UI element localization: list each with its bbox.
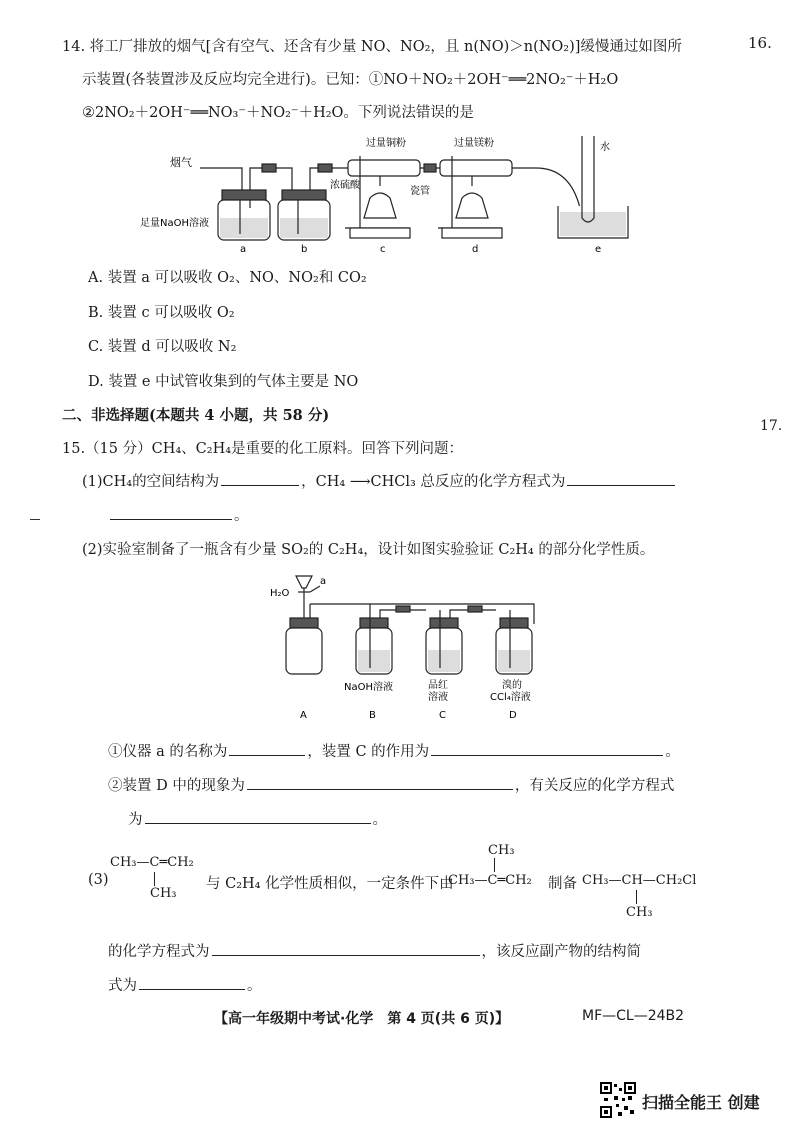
label-c: c	[380, 244, 386, 255]
q15-sub1	[108, 740, 680, 761]
margin-mark-17: 17.	[760, 418, 783, 434]
scanner-watermark: 扫描全能王 创建	[642, 1093, 760, 1112]
qr-code-icon	[600, 1082, 636, 1118]
q15-apparatus-diagram	[262, 566, 552, 726]
answer-blank-6[interactable]	[247, 775, 513, 790]
h2o-label: H₂O	[270, 588, 290, 599]
label-e: e	[595, 244, 602, 255]
exam-code: MF—CL—24B2	[582, 1008, 685, 1024]
q15-p3-text1: 与 C₂H₄ 化学性质相似，一定条件下由	[206, 876, 454, 892]
mol2-top: CH₃	[488, 843, 515, 858]
funnel-a-label: a	[320, 576, 327, 587]
page-footer: 【高一年级期中考试·化学 第 4 页(共 6 页)】	[214, 1011, 510, 1027]
q15-part3-line2	[108, 940, 641, 961]
margin-dash	[30, 519, 40, 520]
label-b: b	[301, 244, 308, 255]
mol1-branch: CH₃	[150, 886, 177, 901]
mol2-main: CH₃—C═CH₂	[448, 873, 532, 888]
porcelain-tube-label: 瓷管	[410, 186, 430, 197]
q15-p3b-text: 的化学方程式为	[108, 944, 210, 960]
q15-s1-text-a: ①仪器 a 的名称为	[108, 744, 228, 760]
q15-p3-text2: 制备	[548, 876, 577, 892]
q15-p3-num: (3)	[88, 872, 109, 888]
q15-part2: (2)实验室制备了一瓶含有少量 SO₂的 C₂H₄，设计如图实验验证 C₂H₄ 的部分化学性质。	[82, 542, 655, 558]
q15-part3-line3	[108, 974, 262, 995]
answer-blank-7[interactable]	[145, 809, 371, 824]
q15-s2-text-a: ②装置 D 中的现象为	[108, 778, 245, 794]
q14-option-c: C. 装置 d 可以吸收 N₂	[88, 339, 237, 355]
q15-p1-text-c: 。	[234, 508, 249, 524]
label-B: B	[369, 710, 376, 721]
answer-blank-9[interactable]	[139, 975, 245, 990]
q15-p1-text-b: ，CH₄ ⟶CHCl₃ 总反应的化学方程式为	[301, 474, 566, 490]
label-A: A	[300, 710, 307, 721]
q15-s2-text-c: 为	[128, 812, 143, 828]
q15-p3e-text: 。	[247, 978, 262, 994]
q15-sub2	[108, 774, 674, 795]
q15-part1-cont	[108, 504, 249, 525]
q14-option-a: A. 装置 a 可以吸收 O₂、NO、NO₂和 CO₂	[88, 270, 367, 286]
cu-powder-label: 过量铜粉	[366, 138, 406, 149]
q15-sub2-cont	[128, 808, 387, 829]
flue-gas-label: 烟气	[170, 156, 192, 169]
q14-line3: ②2NO₂＋2OH⁻══NO₃⁻＋NO₂⁻＋H₂O。下列说法错误的是	[82, 105, 474, 121]
naoh-solution-label: NaOH溶液	[344, 682, 393, 693]
label-D: D	[509, 710, 517, 721]
q15-part1	[82, 470, 677, 491]
answer-blank-5[interactable]	[431, 741, 663, 756]
pinkred-label-2: 溶液	[428, 692, 448, 703]
label-a: a	[240, 244, 247, 255]
h2so4-label: 浓硫酸	[330, 180, 360, 191]
q14-apparatus-diagram	[140, 128, 640, 258]
mol3-bond	[636, 890, 638, 904]
q15-s1-text-b: ，装置 C 的作用为	[307, 744, 430, 760]
mol3-main: CH₃—CH—CH₂Cl	[582, 873, 697, 888]
mg-powder-label: 过量镁粉	[454, 138, 494, 149]
mol1-main: CH₃—C═CH₂	[110, 855, 194, 870]
q15-p3d-text: 式为	[108, 978, 137, 994]
answer-blank-1[interactable]	[221, 471, 299, 486]
q14-option-b: B. 装置 c 可以吸收 O₂	[88, 305, 235, 321]
mol3-branch: CH₃	[626, 905, 653, 920]
margin-mark-16: 16.	[748, 34, 772, 52]
answer-blank-3[interactable]	[110, 505, 232, 520]
answer-blank-4[interactable]	[229, 741, 305, 756]
bromine-label-2: CCl₄溶液	[490, 692, 531, 703]
q14-line1: 14. 将工厂排放的烟气[含有空气、还含有少量 NO、NO₂，且 n(NO)＞n(NO₂)]缓慢通过如图所	[62, 39, 682, 55]
q15-p1-text-a: (1)CH₄的空间结构为	[82, 474, 220, 490]
mol1-bond	[154, 872, 156, 886]
q15-intro: 15.（15 分）CH₄、C₂H₄是重要的化工原料。回答下列问题：	[62, 441, 464, 457]
bromine-label-1: 溴的	[502, 680, 522, 691]
answer-blank-2[interactable]	[567, 471, 675, 486]
q15-s2-text-b: ，有关反应的化学方程式	[514, 778, 675, 794]
label-d: d	[472, 244, 479, 255]
q15-s1-text-c: 。	[665, 744, 680, 760]
q15-p3c-text: ，该反应副产物的结构简	[481, 944, 641, 960]
pinkred-label-1: 品红	[428, 680, 448, 691]
label-C: C	[439, 710, 446, 721]
answer-blank-8[interactable]	[212, 941, 480, 956]
q14-line2: 示装置(各装置涉及反应均完全进行)。已知：①NO＋NO₂＋2OH⁻══2NO₂⁻＋H₂O	[82, 72, 619, 88]
section-2-heading: 二、非选择题(本题共 4 小题，共 58 分)	[62, 407, 330, 424]
mol2-bond	[494, 858, 496, 872]
q15-s2-text-d: 。	[372, 812, 387, 828]
water-label: 水	[600, 142, 610, 153]
naoh-label: 足量NaOH溶液	[140, 218, 209, 229]
q14-option-d: D. 装置 e 中试管收集到的气体主要是 NO	[88, 374, 359, 390]
